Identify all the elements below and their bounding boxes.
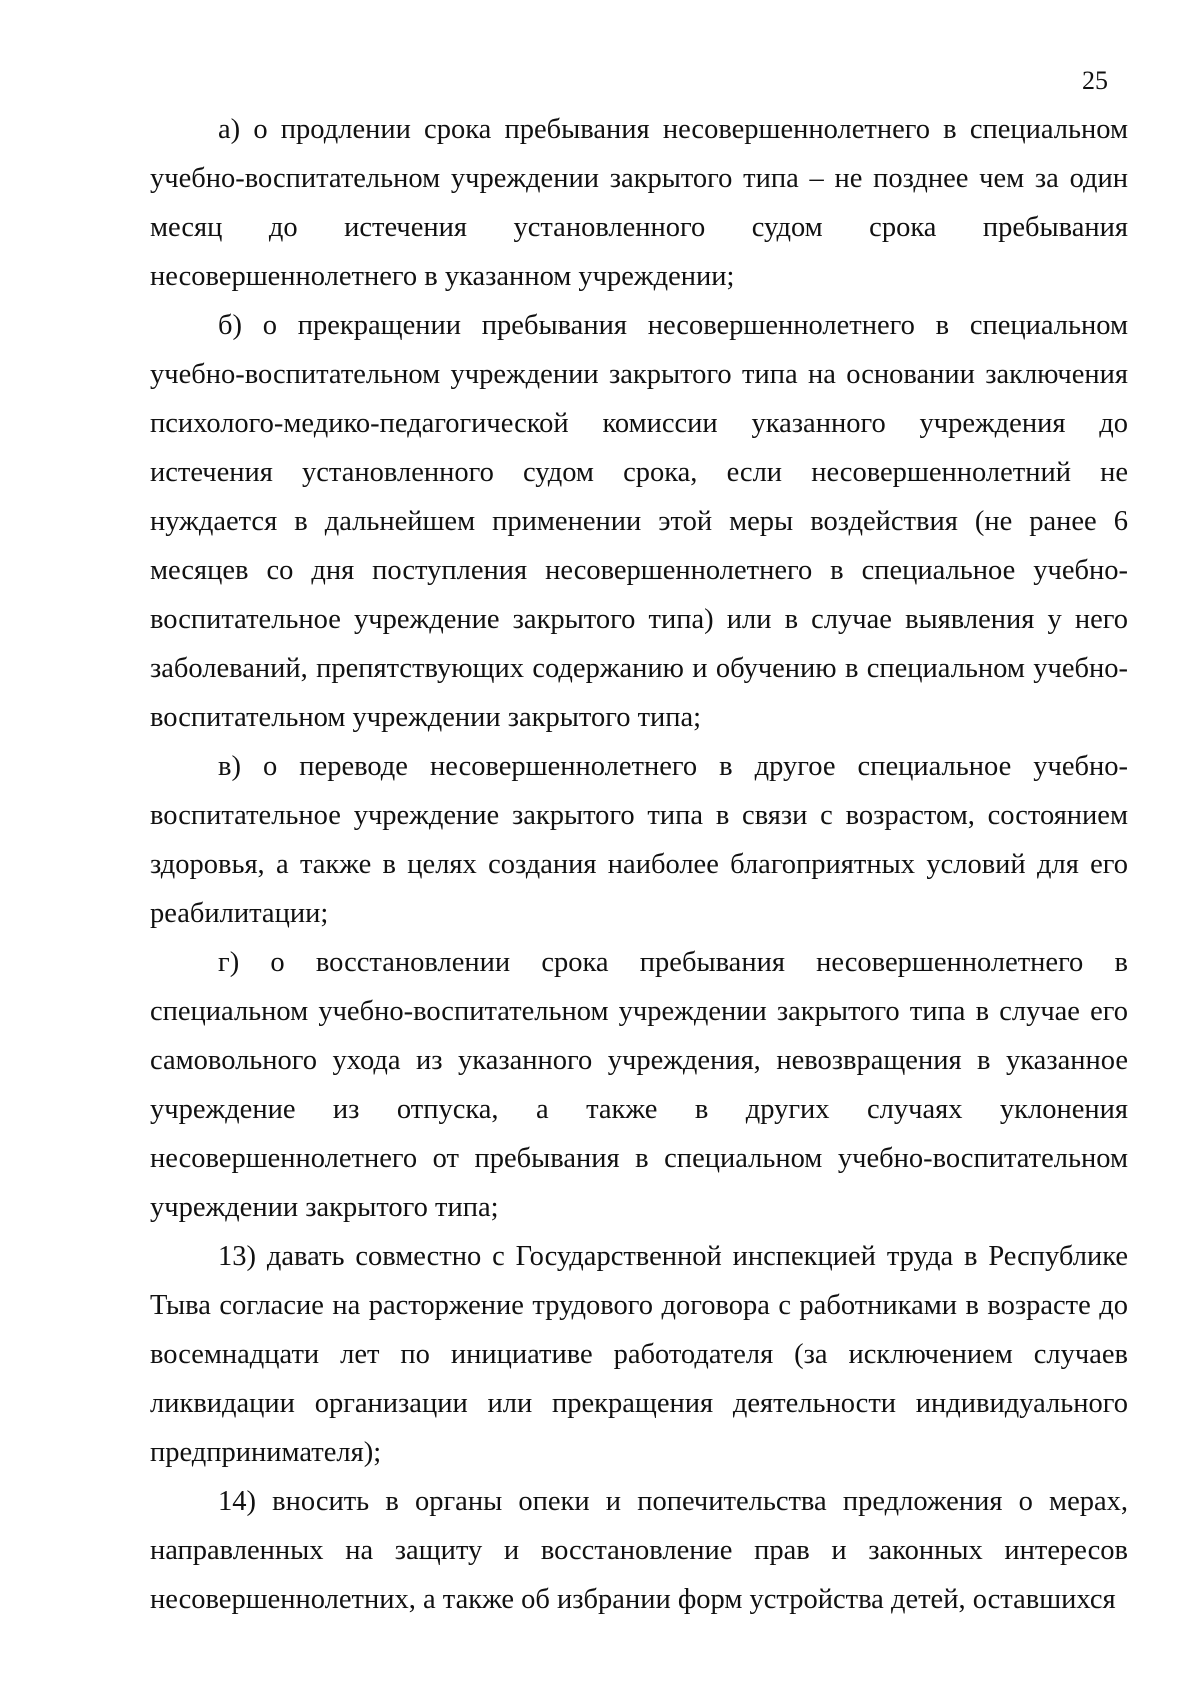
paragraph-item-b: б) о прекращении пребывания несовершеннолетнего в специальном учебно-воспитательном учреждении закрытого типа на основании заключения психолого-медико-педагогической комиссии указанного учреждения до истечения установленного судом срока, если несовершеннолетний не нуждается в дальнейшем применении этой меры воздействия (не ранее 6 месяцев со дня поступления несовершеннолетнего в специальное учебно-воспитательное учреждение закрытого типа) или в случае выявления у него заболеваний, препятствующих содержанию и обучению в специальном учебно-воспитательном учреждении закрытого типа; xyxy=(150,310,1128,733)
paragraph-item-a: а) о продлении срока пребывания несовершеннолетнего в специальном учебно-воспитательном учреждении закрытого типа – не позднее чем за один месяц до истечения установленного судом срока пребывания несовершеннолетнего в указанном учреждении; xyxy=(150,114,1128,292)
paragraph-item-13: 13) давать совместно с Государственной инспекцией труда в Республике Тыва согласие на расторжение трудового договора с работниками в возрасте до восемнадцати лет по инициативе работодателя (за исключением случаев ликвидации организации или прекращения деятельности индивидуального предпринимателя); xyxy=(150,1241,1128,1468)
paragraph-item-v: в) о переводе несовершеннолетнего в другое специальное учебно-воспитательное учреждение закрытого типа в связи с возрастом, состоянием здоровья, а также в целях создания наиболее благоприятных условий для его реабилитации; xyxy=(150,751,1128,929)
paragraph-item-14: 14) вносить в органы опеки и попечительства предложения о мерах, направленных на защиту и восстановление прав и законных интересов несовершеннолетних, а также об избрании форм устройства детей, оставшихся xyxy=(150,1486,1128,1615)
page-number: 25 xyxy=(1082,66,1108,95)
document-body xyxy=(150,105,1128,1624)
paragraph-item-g: г) о восстановлении срока пребывания несовершеннолетнего в специальном учебно-воспитательном учреждении закрытого типа в случае его самовольного ухода из указанного учреждения, невозвращения в указанное учреждение из отпуска, а также в других случаях уклонения несовершеннолетнего от пребывания в специальном учебно-воспитательном учреждении закрытого типа; xyxy=(150,947,1128,1223)
